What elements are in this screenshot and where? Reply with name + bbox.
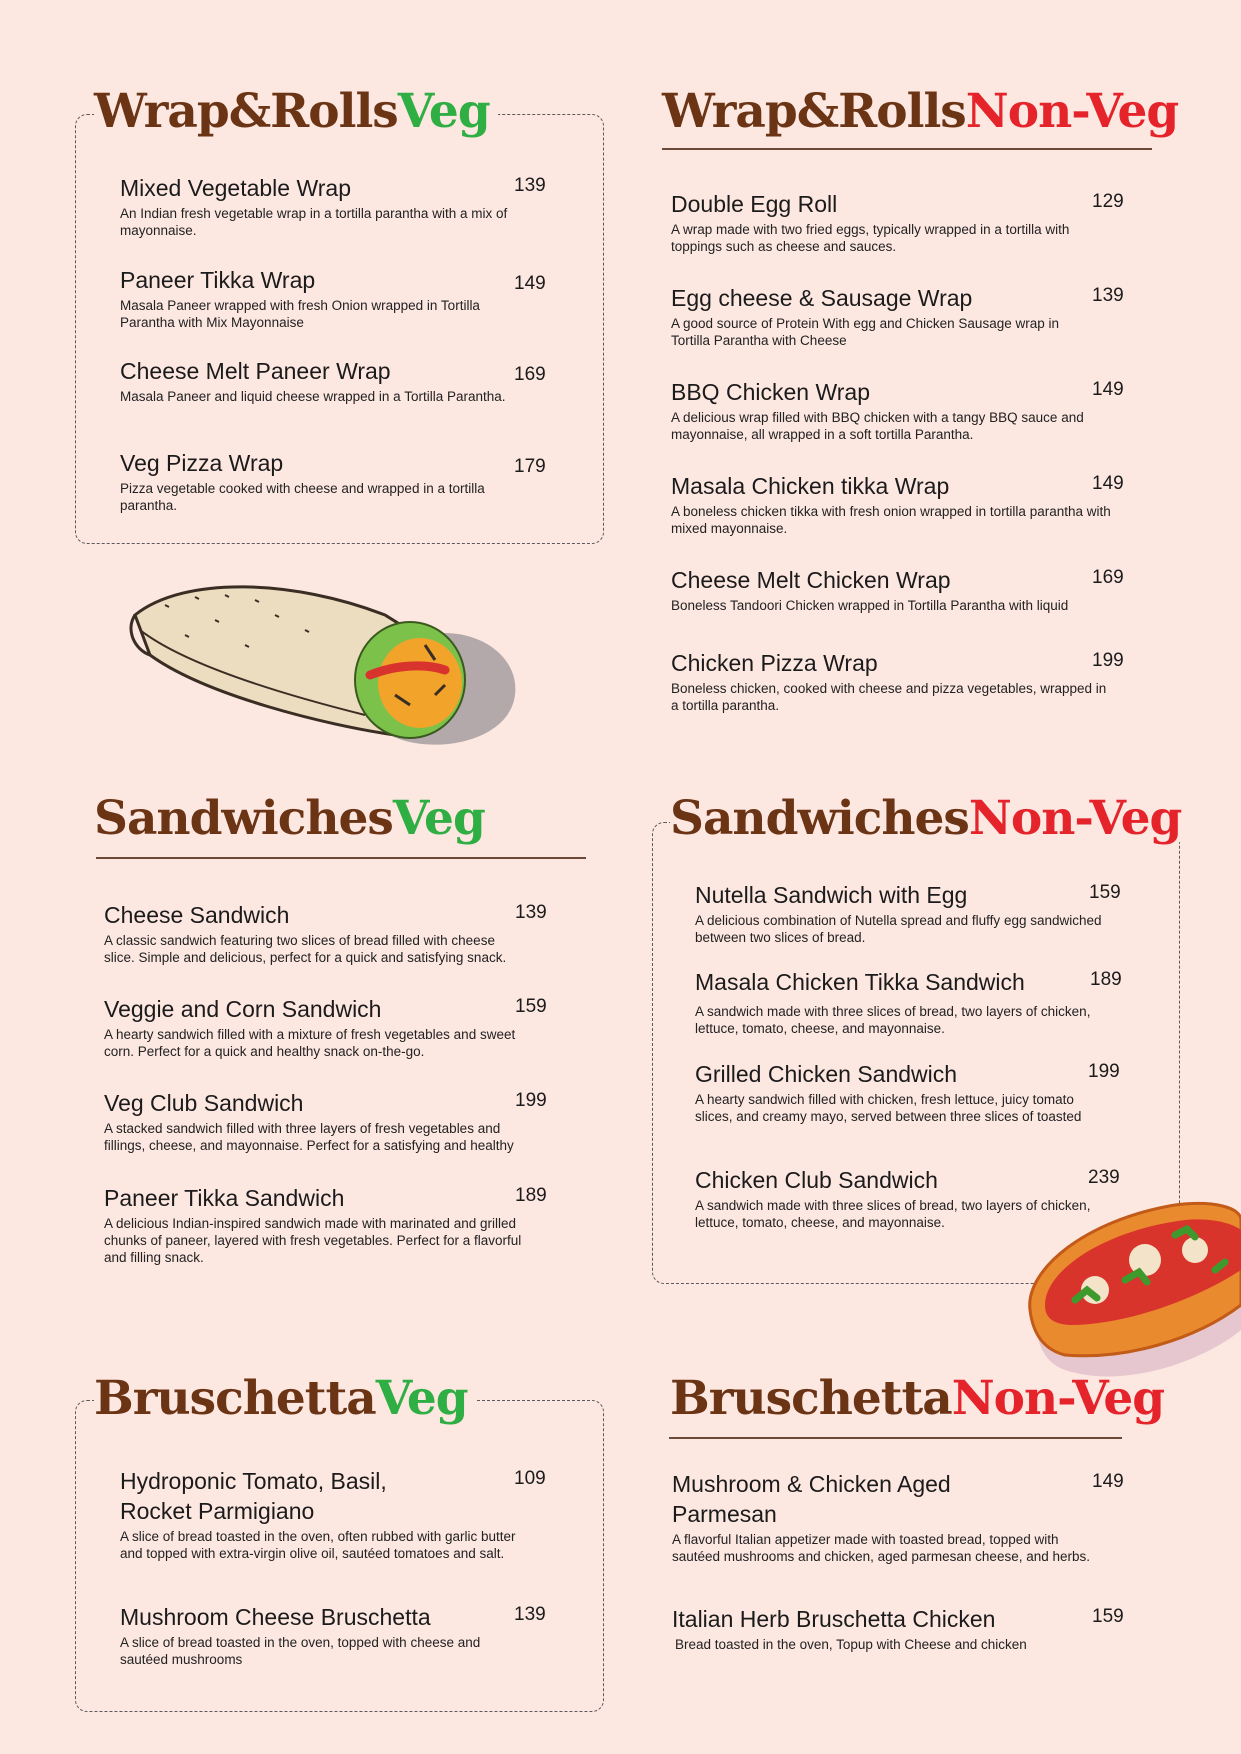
- item-name: Hydroponic Tomato, Basil, Rocket Parmigiano: [120, 1468, 387, 1524]
- item-price: 169: [514, 364, 546, 385]
- bruschetta-nonveg-heading: BruschettaNon-Veg: [670, 1371, 1165, 1426]
- sandwich-veg-heading: SandwichesVeg: [94, 795, 493, 842]
- item-description: Pizza vegetable cooked with cheese and wrapped in a tortilla parantha.: [120, 481, 485, 513]
- menu-item: [671, 565, 1126, 614]
- item-name: Masala Chicken Tikka Sandwich: [695, 969, 1025, 995]
- menu-item: [695, 967, 1125, 1037]
- item-name: Chicken Club Sandwich: [695, 1167, 938, 1193]
- item-name: Italian Herb Bruschetta Chicken: [672, 1606, 996, 1632]
- item-price: 189: [1090, 969, 1122, 990]
- menu-item: [671, 283, 1126, 349]
- menu-item: [120, 1466, 546, 1562]
- item-description: A sandwich made with three slices of bread, two layers of chicken, lettuce, tomato, cheese, and mayonnaise.: [695, 1004, 1091, 1036]
- menu-item: [671, 471, 1126, 537]
- menu-item: [120, 1602, 546, 1668]
- bruschetta-illustration: [1025, 1200, 1241, 1385]
- item-price: 189: [515, 1185, 547, 1206]
- item-name: Veg Pizza Wrap: [120, 450, 284, 476]
- item-price: 159: [1089, 882, 1121, 903]
- item-description: Bread toasted in the oven, Topup with Cheese and chicken: [675, 1637, 1027, 1652]
- item-name: Veggie and Corn Sandwich: [104, 996, 382, 1022]
- menu-item: [104, 994, 549, 1060]
- item-name: Veg Club Sandwich: [104, 1090, 304, 1116]
- item-description: An Indian fresh vegetable wrap in a tortilla parantha with a mix of mayonnaise.: [120, 206, 508, 238]
- item-description: A hearty sandwich filled with a mixture of fresh vegetables and sweet corn. Perfect for a quick and healthy snack on-the-go.: [104, 1027, 516, 1059]
- menu-item: [672, 1469, 1127, 1565]
- item-name: Cheese Melt Chicken Wrap: [671, 567, 951, 593]
- item-price: 139: [1092, 285, 1124, 306]
- wrap-veg-heading: Wrap&RollsVeg: [94, 88, 498, 135]
- item-description: A slice of bread toasted in the oven, often rubbed with garlic butter and topped with extra-virgin olive oil, sautéed tomatoes and salt.: [120, 1529, 516, 1561]
- item-name: BBQ Chicken Wrap: [671, 379, 870, 405]
- item-price: 149: [514, 273, 546, 294]
- item-name: Chicken Pizza Wrap: [671, 650, 878, 676]
- item-price: 129: [1092, 191, 1124, 212]
- item-description: A stacked sandwich filled with three layers of fresh vegetables and fillings, cheese, and mayonnaise. Perfect for a satisfying and healthy: [104, 1121, 514, 1153]
- item-price: 199: [1092, 650, 1124, 671]
- item-name: Cheese Sandwich: [104, 902, 290, 928]
- item-price: 139: [515, 902, 547, 923]
- menu-item: [120, 173, 546, 239]
- item-name: Nutella Sandwich with Egg: [695, 882, 968, 908]
- menu-item: [104, 1088, 549, 1154]
- item-description: A boneless chicken tikka with fresh onion wrapped in tortilla parantha with mixed mayonnaise.: [671, 504, 1111, 536]
- item-price: 199: [1088, 1061, 1120, 1082]
- wrap-nonveg-divider: [662, 148, 1152, 150]
- item-price: 109: [514, 1468, 546, 1489]
- item-name: Paneer Tikka Sandwich: [104, 1185, 345, 1211]
- menu-item: [695, 1059, 1125, 1125]
- menu-item: [120, 448, 546, 514]
- item-name: Mushroom Cheese Bruschetta: [120, 1604, 431, 1630]
- item-description: A flavorful Italian appetizer made with toasted bread, topped with sautéed mushrooms and chicken, aged parmesan cheese, and herbs.: [672, 1532, 1091, 1564]
- menu-item: [120, 265, 546, 331]
- item-description: A hearty sandwich filled with chicken, fresh lettuce, juicy tomato slices, and creamy mayo, served between three slices of toasted: [695, 1092, 1082, 1124]
- item-name: Masala Chicken tikka Wrap: [671, 473, 950, 499]
- item-price: 179: [514, 456, 546, 477]
- item-price: 149: [1092, 473, 1124, 494]
- sandwich-nonveg-heading: SandwichesNon-Veg: [670, 795, 1189, 842]
- item-name: Double Egg Roll: [671, 191, 838, 217]
- item-price: 169: [1092, 567, 1124, 588]
- menu-item: [672, 1604, 1127, 1653]
- menu-item: [104, 1183, 549, 1266]
- item-description: A delicious Indian-inspired sandwich made with marinated and grilled chunks of paneer, layered with fresh vegetables. Perfect for a flavorful and filling snack.: [104, 1216, 522, 1265]
- item-name: Paneer Tikka Wrap: [120, 267, 316, 293]
- menu-item: [120, 356, 546, 405]
- item-name: Mixed Vegetable Wrap: [120, 175, 351, 201]
- item-name: Grilled Chicken Sandwich: [695, 1061, 958, 1087]
- item-description: Boneless Tandoori Chicken wrapped in Tortilla Parantha with liquid: [671, 598, 1069, 613]
- item-description: A sandwich made with three slices of bread, two layers of chicken, lettuce, tomato, cheese, and mayonnaise.: [695, 1198, 1091, 1230]
- item-price: 159: [1092, 1606, 1124, 1627]
- item-price: 149: [1092, 379, 1124, 400]
- item-price: 149: [1092, 1471, 1124, 1492]
- item-description: A wrap made with two fried eggs, typically wrapped in a tortilla with toppings such as cheese and sauces.: [671, 222, 1070, 254]
- wrap-illustration: [125, 575, 525, 760]
- menu-item: [104, 900, 549, 966]
- item-description: A slice of bread toasted in the oven, topped with cheese and sautéed mushrooms: [120, 1635, 481, 1667]
- item-description: Boneless chicken, cooked with cheese and pizza vegetables, wrapped in a tortilla parantha.: [671, 681, 1107, 713]
- item-name: Mushroom & Chicken Aged Parmesan: [672, 1471, 951, 1527]
- item-price: 159: [515, 996, 547, 1017]
- item-description: Masala Paneer and liquid cheese wrapped in a Tortilla Parantha.: [120, 389, 506, 404]
- menu-item: [671, 377, 1126, 443]
- bruschetta-nonveg-divider: [669, 1437, 1122, 1439]
- item-price: 139: [514, 175, 546, 196]
- menu-item: [671, 648, 1126, 714]
- item-description: A classic sandwich featuring two slices of bread filled with cheese slice. Simple and delicious, perfect for a quick and satisfying snack.: [104, 933, 507, 965]
- wrap-nonveg-heading: Wrap&RollsNon-Veg: [662, 88, 1186, 135]
- menu-item: [695, 880, 1125, 946]
- item-description: A delicious combination of Nutella spread and fluffy egg sandwiched between two slices of bread.: [695, 913, 1102, 945]
- sandwich-veg-divider: [96, 857, 586, 859]
- item-name: Cheese Melt Paneer Wrap: [120, 358, 391, 384]
- item-description: A good source of Protein With egg and Chicken Sausage wrap in Tortilla Parantha with Cheese: [671, 316, 1059, 348]
- item-price: 239: [1088, 1167, 1120, 1188]
- bruschetta-veg-heading: BruschettaVeg: [94, 1375, 476, 1422]
- item-name: Egg cheese & Sausage Wrap: [671, 285, 973, 311]
- item-price: 199: [515, 1090, 547, 1111]
- item-description: A delicious wrap filled with BBQ chicken with a tangy BBQ sauce and mayonnaise, all wrapped in a soft tortilla Parantha.: [671, 410, 1084, 442]
- item-price: 139: [514, 1604, 546, 1625]
- item-description: Masala Paneer wrapped with fresh Onion wrapped in Tortilla Parantha with Mix Mayonnaise: [120, 298, 480, 330]
- menu-item: [671, 189, 1126, 255]
